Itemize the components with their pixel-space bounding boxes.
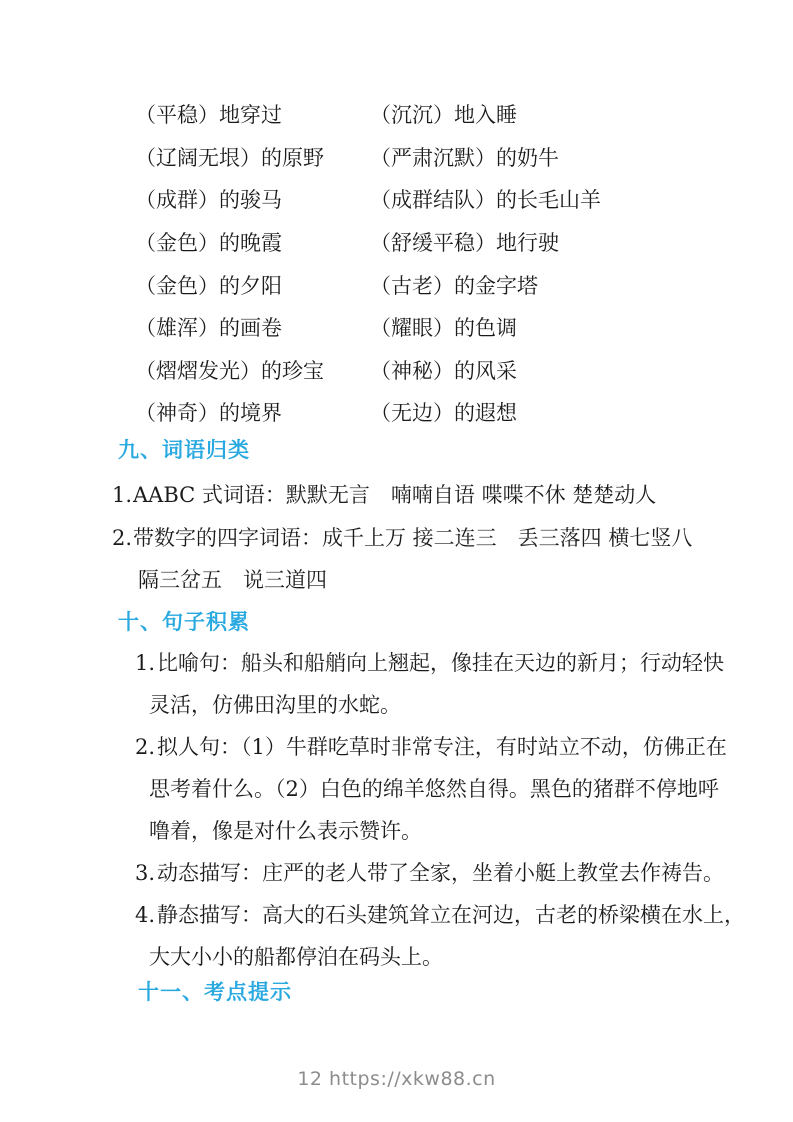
item-text: 拟人句：（1）牛群吃草时非常专注，有时站立不动，仿佛正在 <box>157 735 727 759</box>
phrase-right: （神秘）的风采 <box>370 358 517 383</box>
list-item <box>112 474 712 517</box>
phrase-grid <box>135 93 695 434</box>
list-item <box>112 517 712 560</box>
item-text: 带数字的四字词语：成千上万 接二连三 丢三落四 横七竖八 <box>133 525 693 550</box>
list-item-continuation: 思考着什么。（2）白色的绵羊悠然自得。黑色的猪群不停地呼 <box>149 777 719 801</box>
item-number: 1. <box>135 651 156 675</box>
section-heading-nine: 九、词语归类 <box>118 438 250 462</box>
phrase-left: （熠熠发光）的珍宝 <box>135 358 324 383</box>
item-number: 1. <box>112 483 133 507</box>
item-number: 3. <box>135 861 156 885</box>
list-item-continuation: 灵活，仿佛田沟里的水蛇。 <box>149 693 401 717</box>
phrase-row <box>135 391 695 434</box>
phrase-row <box>135 93 695 136</box>
phrase-row <box>135 306 695 349</box>
word-categorization-list <box>112 474 712 602</box>
phrase-row <box>135 136 695 179</box>
list-item <box>135 726 727 768</box>
phrase-row <box>135 349 695 392</box>
phrase-left: （金色）的晚霞 <box>135 231 282 256</box>
phrase-right: （古老）的金字塔 <box>370 273 538 298</box>
item-number: 2. <box>112 525 133 550</box>
list-item <box>135 642 724 684</box>
phrase-left: （平稳）地穿过 <box>135 103 282 128</box>
phrase-left: （辽阔无垠）的原野 <box>135 145 324 170</box>
section-heading-ten: 十、句子积累 <box>118 610 250 634</box>
phrase-left: （金色）的夕阳 <box>135 273 282 298</box>
item-text: AABC 式词语：默默无言 喃喃自语 喋喋不休 楚楚动人 <box>133 483 657 507</box>
item-number: 4. <box>135 903 156 927</box>
phrase-row <box>135 263 695 306</box>
phrase-row <box>135 178 695 221</box>
list-item-continuation: 噜着，像是对什么表示赞许。 <box>149 819 422 843</box>
phrase-right: （严肃沉默）的奶牛 <box>370 145 559 170</box>
item-text: 静态描写：高大的石头建筑耸立在河边，古老的桥梁横在水上， <box>157 903 745 927</box>
list-item <box>135 852 724 894</box>
list-item-continuation: 隔三岔五 说三道四 <box>138 568 327 592</box>
item-number: 2. <box>135 735 156 759</box>
page-footer: 12 https://xkw88.cn <box>297 1068 496 1090</box>
phrase-left: （神奇）的境界 <box>135 401 282 426</box>
item-text: 比喻句：船头和船艄向上翘起，像挂在天边的新月；行动轻快 <box>157 651 724 675</box>
phrase-left: （成群）的骏马 <box>135 188 282 213</box>
phrase-right: （耀眼）的色调 <box>370 316 517 341</box>
section-heading-eleven: 十一、考点提示 <box>138 980 292 1004</box>
list-item <box>135 894 745 936</box>
phrase-right: （舒缓平稳）地行驶 <box>370 231 559 256</box>
item-text: 动态描写：庄严的老人带了全家，坐着小艇上教堂去作祷告。 <box>157 861 724 885</box>
list-item-continuation: 大大小小的船都停泊在码头上。 <box>149 945 443 969</box>
phrase-right: （成群结队）的长毛山羊 <box>370 188 601 213</box>
phrase-right: （沉沉）地入睡 <box>370 103 517 128</box>
phrase-left: （雄浑）的画卷 <box>135 316 282 341</box>
sentence-accumulation-list <box>135 642 745 978</box>
phrase-row <box>135 221 695 264</box>
phrase-right: （无边）的遐想 <box>370 401 517 426</box>
